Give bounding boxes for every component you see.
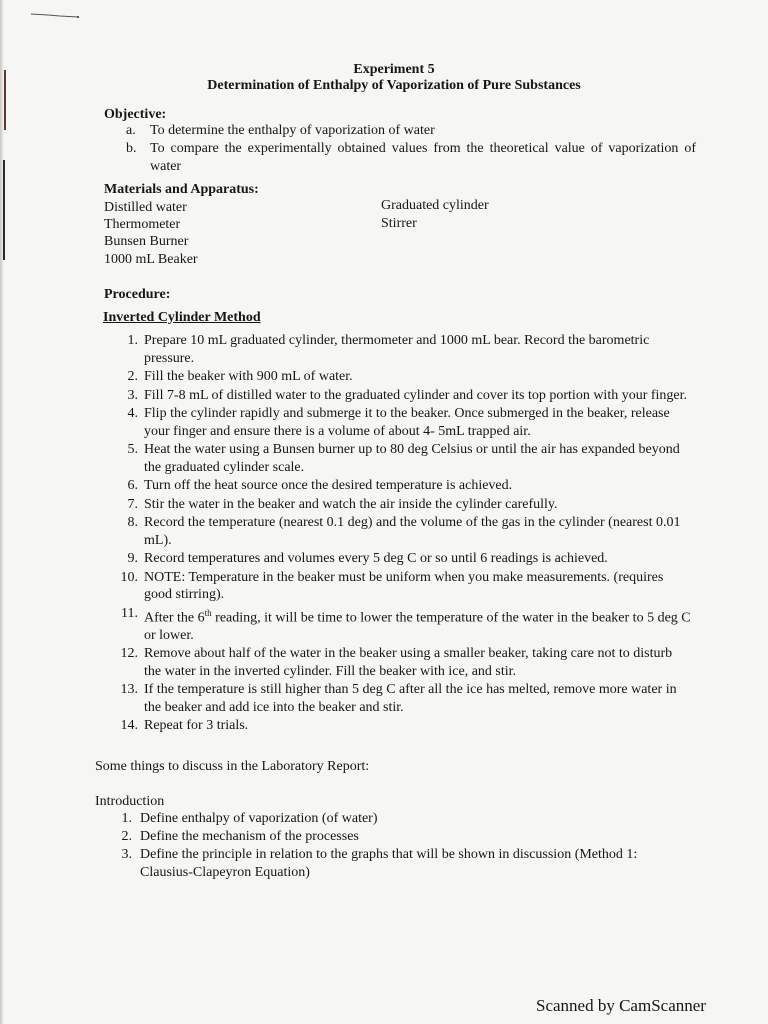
step-text-post: reading, it will be time to lower the temperature of the water in the beaker to 5 deg C or lower. bbox=[144, 610, 691, 643]
procedure-step bbox=[112, 514, 692, 549]
materials-heading: Materials and Apparatus: bbox=[104, 182, 259, 197]
pen-scratch bbox=[30, 12, 80, 18]
material-item: Bunsen Burner bbox=[104, 234, 189, 249]
step-number: 7. bbox=[127, 496, 138, 512]
item-text: Define the mechanism of the processes bbox=[140, 829, 359, 844]
step-text: If the temperature is still higher than 5 deg C after all the ice has melted, remove more water in the beaker and add ice into the beaker and stir. bbox=[144, 682, 677, 715]
procedure-step bbox=[112, 569, 692, 604]
step-number: 1. bbox=[127, 333, 138, 348]
procedure-step bbox=[112, 605, 692, 645]
step-text: Fill 7-8 mL of distilled water to the graduated cylinder and cover its top portion with your finger. bbox=[144, 387, 688, 403]
step-text: Repeat for 3 trials. bbox=[144, 718, 249, 734]
step-number: 5. bbox=[127, 442, 138, 457]
procedure-step bbox=[112, 332, 692, 367]
step-number: 13. bbox=[120, 682, 138, 698]
procedure-step bbox=[112, 496, 692, 514]
item-number: 2. bbox=[121, 829, 132, 844]
step-number: 8. bbox=[127, 515, 138, 530]
material-item: Graduated cylinder bbox=[381, 198, 489, 213]
material-item: Thermometer bbox=[104, 217, 181, 232]
material-item: 1000 mL Beaker bbox=[104, 252, 198, 267]
step-text: Turn off the heat source once the desired temperature is achieved. bbox=[144, 478, 513, 493]
method-heading: Inverted Cylinder Method bbox=[103, 310, 261, 325]
step-number: 6. bbox=[127, 478, 138, 493]
margin-mark bbox=[4, 70, 6, 130]
objective-text: To compare the experimentally obtained values from the theoretical value of vaporization of water bbox=[150, 141, 696, 174]
step-text: Heat the water using a Bunsen burner up to 80 deg Celsius or until the air has expanded beyond the graduated cylinder scale. bbox=[144, 442, 680, 475]
procedure-step bbox=[112, 477, 692, 495]
procedure-list bbox=[112, 332, 692, 736]
step-number: 11. bbox=[121, 605, 138, 621]
experiment-number: Experiment 5 bbox=[353, 62, 435, 77]
step-number: 4. bbox=[127, 406, 138, 421]
procedure-step bbox=[112, 717, 692, 735]
introduction-heading: Introduction bbox=[95, 794, 165, 809]
procedure-heading: Procedure: bbox=[104, 287, 171, 302]
item-text: Define enthalpy of vaporization (of water) bbox=[140, 811, 378, 826]
step-text: Stir the water in the beaker and watch the air inside the cylinder carefully. bbox=[144, 496, 558, 512]
camscanner-watermark: Scanned by CamScanner bbox=[536, 996, 706, 1015]
step-text: Flip the cylinder rapidly and submerge it to the beaker. Once submerged in the beaker, release your finger and ensure there is a volume of about 4- 5mL trapped air. bbox=[144, 406, 670, 439]
procedure-step bbox=[112, 681, 692, 716]
step-text: Fill the beaker with 900 mL of water. bbox=[144, 369, 353, 384]
step-number: 12. bbox=[120, 646, 138, 662]
step-text: Remove about half of the water in the beaker using a smaller beaker, taking care not to disturb the water in the inverted cylinder. Fill the beaker with ice, and stir. bbox=[144, 646, 673, 679]
step-text: Prepare 10 mL graduated cylinder, thermometer and 1000 mL bear. Record the barometric pressure. bbox=[144, 333, 650, 366]
procedure-step bbox=[112, 645, 692, 680]
objective-label: b. bbox=[126, 141, 137, 156]
step-number: 3. bbox=[127, 387, 138, 403]
objective-text: To determine the enthalpy of vaporization of water bbox=[150, 123, 435, 138]
step-number: 2. bbox=[127, 369, 138, 384]
introduction-item bbox=[112, 846, 672, 882]
procedure-step bbox=[112, 387, 692, 405]
step-number: 14. bbox=[120, 718, 138, 734]
procedure-step bbox=[112, 550, 692, 568]
step-text-pre: After the 6 bbox=[144, 610, 205, 626]
objective-heading: Objective: bbox=[104, 107, 167, 122]
procedure-step bbox=[112, 405, 692, 440]
objective-item bbox=[126, 122, 696, 140]
item-number: 3. bbox=[121, 847, 132, 862]
step-text: NOTE: Temperature in the beaker must be uniform when you make measurements. (requires good stirring). bbox=[144, 569, 664, 602]
introduction-item bbox=[112, 828, 672, 846]
objective-list bbox=[126, 122, 696, 176]
experiment-title: Determination of Enthalpy of Vaporization of Pure Substances bbox=[207, 78, 581, 93]
report-intro-line: Some things to discuss in the Laboratory Report: bbox=[95, 759, 370, 774]
procedure-step bbox=[112, 441, 692, 476]
objective-label: a. bbox=[126, 123, 136, 138]
item-text: Define the principle in relation to the graphs that will be shown in discussion (Method 1: Clausius-Clapeyron Equation) bbox=[140, 847, 638, 880]
step-superscript: th bbox=[204, 607, 212, 618]
step-number: 9. bbox=[127, 551, 138, 566]
introduction-list bbox=[112, 810, 672, 882]
objective-item bbox=[126, 140, 696, 176]
procedure-step bbox=[112, 368, 692, 386]
margin-mark bbox=[3, 160, 5, 260]
step-number: 10. bbox=[120, 569, 138, 585]
scan-edge bbox=[0, 0, 4, 1024]
material-item: Distilled water bbox=[104, 200, 187, 215]
item-number: 1. bbox=[121, 811, 132, 826]
material-item: Stirrer bbox=[381, 216, 417, 231]
step-text: Record temperatures and volumes every 5 deg C or so until 6 readings is achieved. bbox=[144, 551, 608, 566]
introduction-item bbox=[112, 810, 672, 828]
step-text: Record the temperature (nearest 0.1 deg) and the volume of the gas in the cylinder (nearest 0.01 mL). bbox=[144, 515, 681, 548]
